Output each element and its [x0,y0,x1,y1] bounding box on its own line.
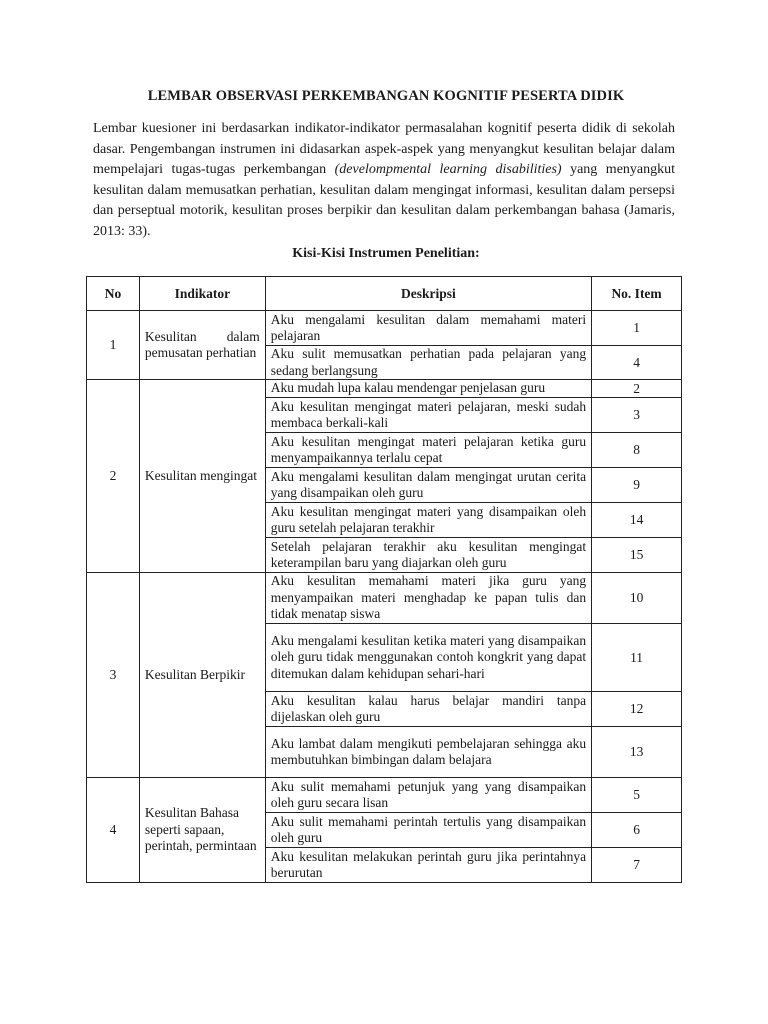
instrument-table [86,276,682,883]
cell-no: 3 [87,573,140,778]
intro-text-part1: Lembar kuesioner ini berdasarkan indikator-indikator permasalahan kognitif peserta didik di sekolah dasar. Pengembangan instrumen ini didasarkan aspek-aspek yang menyangkut kesulitan belajar dalam mempelajari tugas-tugas perkembangan [93,121,675,177]
cell-deskripsi: Aku mudah lupa kalau mendengar penjelasan guru [265,380,591,398]
cell-deskripsi: Aku mengalami kesulitan dalam mengingat urutan cerita yang disampaikan oleh guru [265,468,591,503]
cell-item: 8 [592,433,682,468]
cell-item: 2 [592,380,682,398]
cell-indikator: Kesulitan Berpikir [139,573,265,778]
cell-indikator: Kesulitan Bahasa seperti sapaan, perintah, permintaan [139,778,265,883]
intro-paragraph [93,119,675,242]
table-row [87,311,682,346]
cell-deskripsi: Aku mengalami kesulitan dalam memahami materi pelajaran [265,311,591,346]
table-header-row [87,277,682,311]
cell-item: 4 [592,346,682,380]
header-deskripsi: Deskripsi [265,277,591,311]
cell-item: 14 [592,503,682,538]
cell-item: 13 [592,727,682,778]
cell-item: 12 [592,692,682,727]
cell-deskripsi: Aku lambat dalam mengikuti pembelajaran sehingga aku membutuhkan bimbingan dalam belajara [265,727,591,778]
cell-deskripsi: Setelah pelajaran terakhir aku kesulitan mengingat keterampilan baru yang diajarkan oleh guru [265,538,591,573]
cell-item: 3 [592,398,682,433]
cell-indikator: Kesulitan dalam pemusatan perhatian [139,311,265,380]
cell-no: 2 [87,380,140,573]
cell-item: 11 [592,624,682,692]
cell-no: 1 [87,311,140,380]
cell-item: 6 [592,813,682,848]
table-subtitle: Kisi-Kisi Instrumen Penelitian: [292,246,480,261]
intro-text-part2: yang menyangkut kesulitan dalam memusatkan perhatian, kesulitan dalam mengingat informasi, kesulitan dalam persepsi dan perseptual motorik, kesulitan proses berpikir dan kesulitan dalam perkembangan bahasa (Jamaris, 2013: 33). [93,162,676,239]
cell-item: 1 [592,311,682,346]
cell-item: 5 [592,778,682,813]
document-title: LEMBAR OBSERVASI PERKEMBANGAN KOGNITIF PESERTA DIDIK [147,88,625,104]
table-row [87,380,682,398]
cell-item: 15 [592,538,682,573]
cell-deskripsi: Aku kesulitan mengingat materi pelajaran, meski sudah membaca berkali-kali [265,398,591,433]
cell-no: 4 [87,778,140,883]
cell-deskripsi: Aku kesulitan kalau harus belajar mandiri tanpa dijelaskan oleh guru [265,692,591,727]
cell-deskripsi: Aku kesulitan memahami materi jika guru yang menyampaikan materi menghadap ke papan tulis dan tidak menatap siswa [265,573,591,624]
intro-text-italic: (develompmental learning disabilities) [334,162,562,177]
cell-item: 10 [592,573,682,624]
cell-deskripsi: Aku sulit memahami perintah tertulis yang disampaikan oleh guru [265,813,591,848]
cell-deskripsi: Aku kesulitan mengingat materi pelajaran ketika guru menyampaikannya terlalu cepat [265,433,591,468]
header-item: No. Item [592,277,682,311]
cell-deskripsi: Aku sulit memusatkan perhatian pada pelajaran yang sedang berlangsung [265,346,591,380]
header-indikator: Indikator [139,277,265,311]
cell-item: 7 [592,848,682,883]
table-row [87,573,682,624]
table-row [87,778,682,813]
cell-indikator: Kesulitan mengingat [139,380,265,573]
cell-deskripsi: Aku kesulitan melakukan perintah guru jika perintahnya berurutan [265,848,591,883]
header-no: No [87,277,140,311]
cell-deskripsi: Aku mengalami kesulitan ketika materi yang disampaikan oleh guru tidak menggunakan contoh kongkrit yang dapat ditemukan dalam kehidupan sehari-hari [265,624,591,692]
cell-deskripsi: Aku kesulitan mengingat materi yang disampaikan oleh guru setelah pelajaran terakhir [265,503,591,538]
cell-item: 9 [592,468,682,503]
cell-deskripsi: Aku sulit memahami petunjuk yang yang disampaikan oleh guru secara lisan [265,778,591,813]
